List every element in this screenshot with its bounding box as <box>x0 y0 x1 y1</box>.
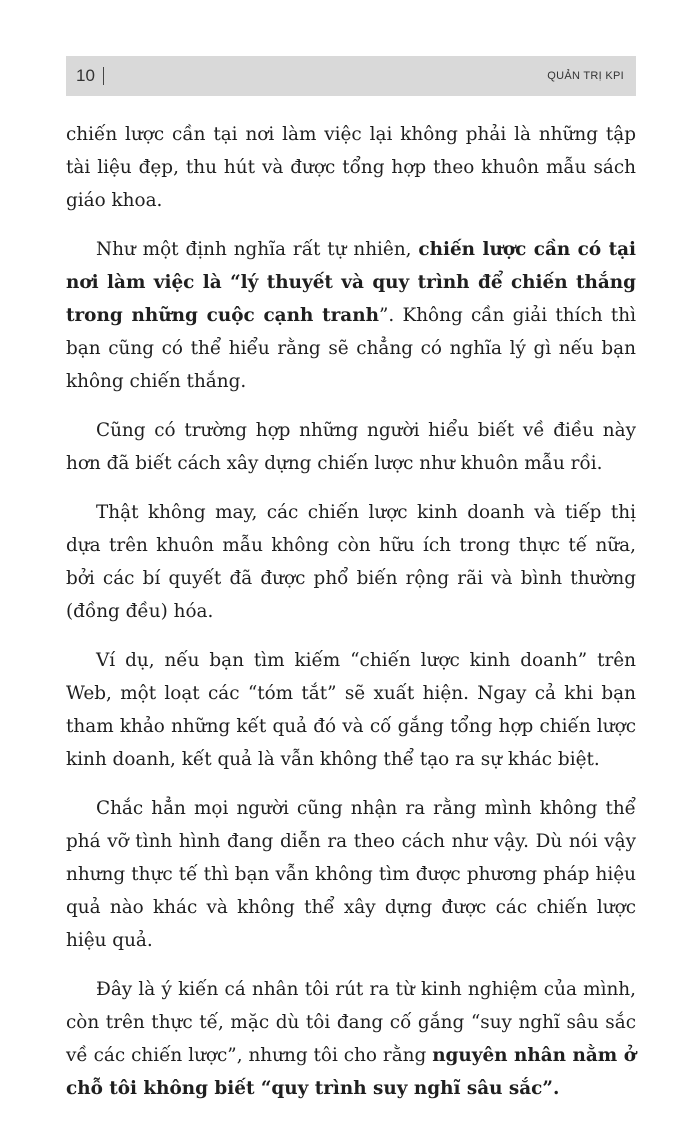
page-number: 10 <box>76 66 95 85</box>
paragraph-2-text-c: ”. Không cần giải thích thì bạn cũng có thể hiểu rằng sẽ chẳng có nghĩa lý gì nếu bạn không chiến thắng. <box>66 305 636 392</box>
paragraph-2-bold: chiến lược cần có tại nơi làm việc là “lý thuyết và quy trình để chiến thắng trong những cuộc cạnh tranh <box>66 239 636 326</box>
header-divider <box>103 67 105 85</box>
paragraph-6: Chắc hẳn mọi người cũng nhận ra rằng mình không thể phá vỡ tình hình đang diễn ra theo cách như vậy. Dù nói vậy nhưng thực tế thì bạn vẫn không tìm được phương pháp hiệu quả nào khác và không thể xây dựng được các chiến lược hiệu quả. <box>66 798 636 951</box>
paragraph-1: chiến lược cần tại nơi làm việc lại không phải là những tập tài liệu đẹp, thu hút và được tổng hợp theo khuôn mẫu sách giáo khoa. <box>66 124 636 211</box>
header-left <box>76 66 104 86</box>
paragraph-7 <box>66 973 636 1105</box>
paragraph-7-text-a: Đây là ý kiến cá nhân tôi rút ra từ kinh nghiệm của mình, còn trên thực tế, mặc dù tôi đang cố gắng “suy nghĩ sâu sắc về các chiến lược”, nhưng tôi cho rằng <box>66 979 636 1066</box>
paragraph-3: Cũng có trường hợp những người hiểu biết về điều này hơn đã biết cách xây dựng chiến lược như khuôn mẫu rồi. <box>66 420 636 474</box>
page-body <box>66 118 636 1121</box>
running-header <box>66 56 636 96</box>
running-title: QUẢN TRỊ KPI <box>547 70 624 82</box>
paragraph-2 <box>66 233 636 398</box>
paragraph-2-text-a: Như một định nghĩa rất tự nhiên, <box>96 239 419 260</box>
paragraph-7-bold: nguyên nhân nằm ở chỗ tôi không biết “quy trình suy nghĩ sâu sắc”. <box>66 1045 636 1099</box>
paragraph-5: Ví dụ, nếu bạn tìm kiếm “chiến lược kinh doanh” trên Web, một loạt các “tóm tắt” sẽ xuất hiện. Ngay cả khi bạn tham khảo những kết quả đó và cố gắng tổng hợp chiến lược kinh doanh, kết quả là vẫn không thể tạo ra sự khác biệt. <box>66 650 636 770</box>
paragraph-4: Thật không may, các chiến lược kinh doanh và tiếp thị dựa trên khuôn mẫu không còn hữu ích trong thực tế nữa, bởi các bí quyết đã được phổ biến rộng rãi và bình thường (đồng đều) hóa. <box>66 502 636 622</box>
